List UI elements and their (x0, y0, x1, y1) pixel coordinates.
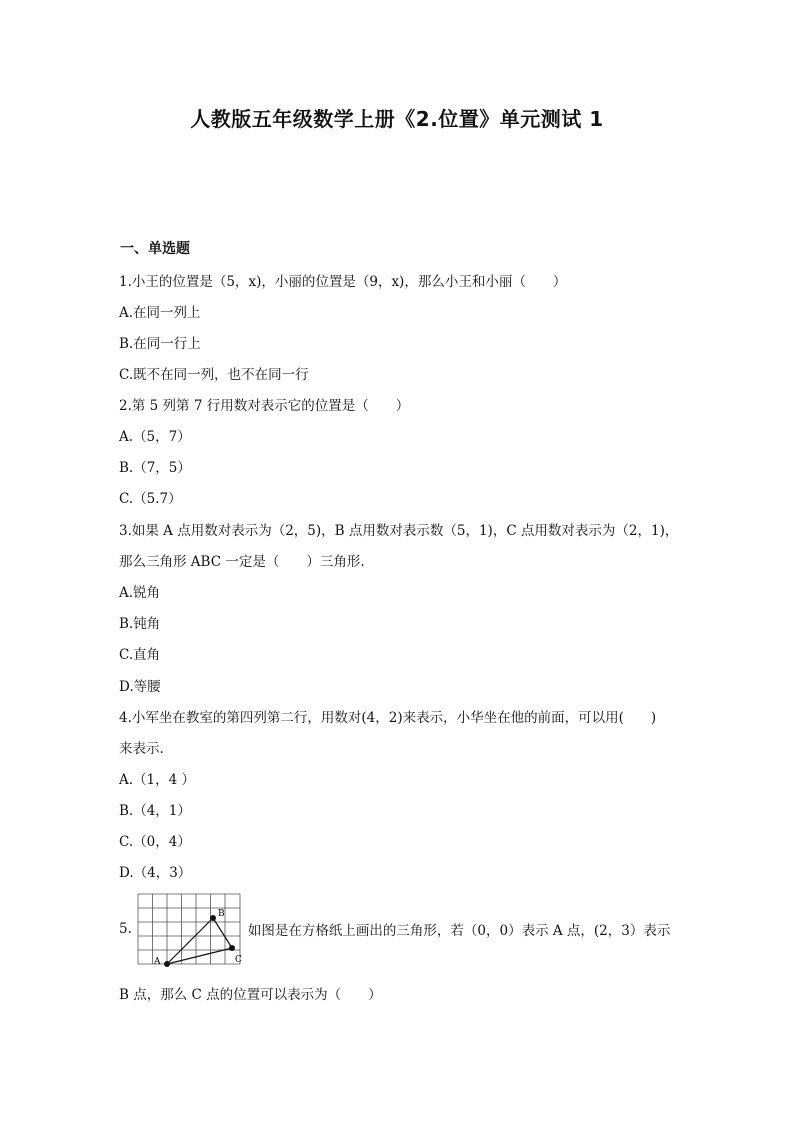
question-3-option-c: C.直角 (119, 647, 161, 663)
label-c: C (234, 955, 242, 965)
question-3-option-d: D.等腰 (119, 679, 161, 695)
question-5-number: 5. (119, 921, 132, 937)
question-5-line-1: 如图是在方格纸上画出的三角形，若（0，0）表示 A 点，(2，3）表示 (247, 923, 671, 939)
label-b: B (217, 909, 225, 919)
grid-triangle-figure (134, 890, 242, 968)
question-4-option-d: D.（4，3） (119, 865, 192, 881)
question-4-option-b: B.（4，1） (119, 803, 191, 819)
question-3-option-a: A.锐角 (119, 585, 161, 601)
question-2-option-a: A.（5，7） (119, 429, 191, 445)
question-2: 2.第 5 列第 7 行用数对表示它的位置是（ ） (119, 398, 410, 414)
question-3-line-2: 那么三角形 ABC 一定是（ ）三角形. (119, 554, 365, 570)
question-1: 1.小王的位置是（5，x)，小丽的位置是（9，x)，那么小王和小丽（ ） (119, 274, 567, 290)
point-c (229, 945, 235, 951)
question-1-option-a: A.在同一列上 (119, 305, 201, 321)
question-4-option-a: A.（1，4 ） (119, 772, 196, 788)
question-1-option-b: B.在同一行上 (119, 336, 201, 352)
document-title: 人教版五年级数学上册《2.位置》单元测试 1 (190, 107, 604, 131)
point-b (210, 915, 216, 921)
question-2-option-b: B.（7，5） (119, 460, 191, 476)
question-4-option-c: C.（0，4） (119, 834, 191, 850)
label-a: A (153, 957, 161, 967)
question-5-line-2: B 点，那么 C 点的位置可以表示为（ ） (119, 987, 382, 1003)
question-3-option-b: B.钝角 (119, 616, 161, 632)
point-a (164, 961, 170, 967)
question-1-option-c: C.既不在同一列，也不在同一行 (119, 367, 309, 383)
question-4-line-1: 4.小军坐在教室的第四列第二行，用数对(4，2)来表示，小华坐在他的前面，可以用( ) (119, 710, 657, 726)
section-heading: 一、单选题 (120, 241, 190, 257)
triangle-abc (167, 918, 232, 964)
question-4-line-2: 来表示. (119, 741, 164, 757)
question-2-option-c: C.（5.7） (119, 491, 182, 507)
grid-lines (138, 894, 240, 964)
question-3-line-1: 3.如果 A 点用数对表示为（2，5)，B 点用数对表示数（5，1)，C 点用数对表示为（2，1)， (119, 523, 679, 539)
question-5-row (119, 890, 670, 968)
